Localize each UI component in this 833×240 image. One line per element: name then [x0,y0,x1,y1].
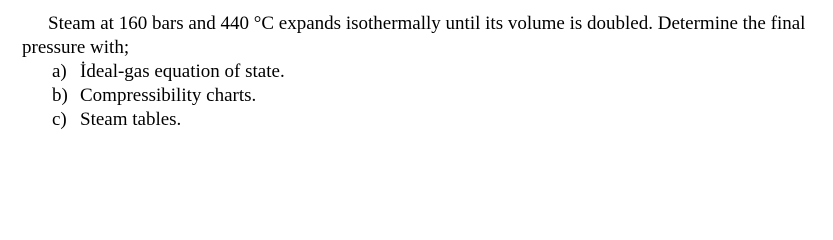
problem-statement: Steam at 160 bars and 440 °C expands isothermally until its volume is doubled. Determine the final pressure with; [22,13,806,58]
part-c-letter: c) [52,109,67,130]
part-c [52,108,822,132]
part-c-text: Steam tables. [80,109,182,130]
parts-list [22,60,822,132]
part-a-letter: a) [52,61,67,82]
problem-block [22,12,822,132]
part-b [52,84,822,108]
part-a-text: İdeal-gas equation of state. [80,61,285,82]
part-b-letter: b) [52,85,68,106]
part-a [52,60,822,84]
part-b-text: Compressibility charts. [80,85,257,106]
